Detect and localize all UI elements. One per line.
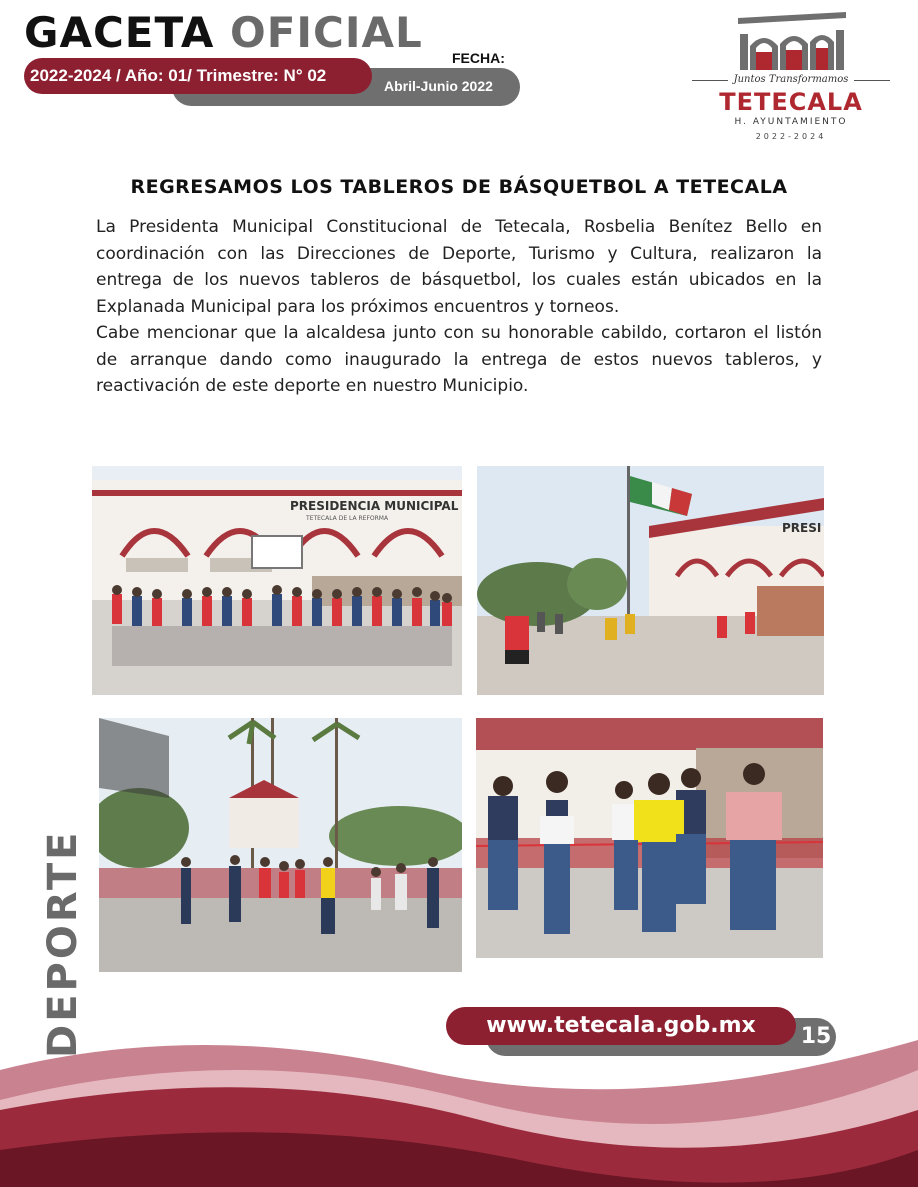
arches-icon — [688, 10, 894, 74]
tetecala-logo — [688, 10, 894, 146]
period-pill: 2022-2024 / Año: 01/ Trimestre: N° 02 — [24, 58, 372, 94]
photo-ribbon-cutting — [476, 718, 823, 958]
logo-subtitle: H. AYUNTAMIENTO — [734, 117, 848, 127]
article-paragraph: La Presidenta Municipal Constitucional de Tetecala, Rosbelia Benítez Bello en coordinación con las Direcciones de Deporte, Turismo y Cultura, realizaron la entrega de los nuevos tableros de básquetbol, los cuales están ubicados en la Explanada Municipal para los próximos encuentros y torneos. — [96, 217, 822, 317]
section-label-deporte: DEPORTE — [40, 829, 86, 1058]
photo-kids-playing — [477, 466, 824, 695]
title-word-oficial: OFICIAL — [230, 8, 423, 57]
logo-slogan: Juntos Transformamos — [733, 74, 849, 85]
date-label: FECHA: — [452, 50, 505, 66]
date-value: Abril-Junio 2022 — [384, 78, 493, 94]
logo-name: TETECALA — [719, 88, 863, 116]
title-word-gaceta: GACETA — [24, 8, 215, 57]
website-link[interactable]: www.tetecala.gob.mx — [446, 1007, 796, 1045]
photo2-sign-text: PRESI — [782, 521, 822, 535]
publication-title — [24, 8, 423, 57]
photo1-sign-subtext: TETECALA DE LA REFORMA — [306, 515, 389, 522]
article-body — [96, 214, 822, 400]
logo-years: 2022-2024 — [755, 132, 827, 141]
photo1-sign-text: PRESIDENCIA MUNICIPAL — [290, 499, 459, 513]
article-headline: REGRESAMOS LOS TABLEROS DE BÁSQUETBOL A TETECALA — [130, 176, 788, 198]
page-number: 15 — [800, 1024, 832, 1049]
photo-group-presidencia — [92, 466, 462, 695]
photo-players-plaza — [99, 718, 462, 972]
article-paragraph: Cabe mencionar que la alcaldesa junto con su honorable cabildo, cortaron el listón de arranque dando como inaugurado la entrega de estos nuevos tableros, y reactivación de este deporte en nuestro Municipio. — [96, 323, 822, 396]
